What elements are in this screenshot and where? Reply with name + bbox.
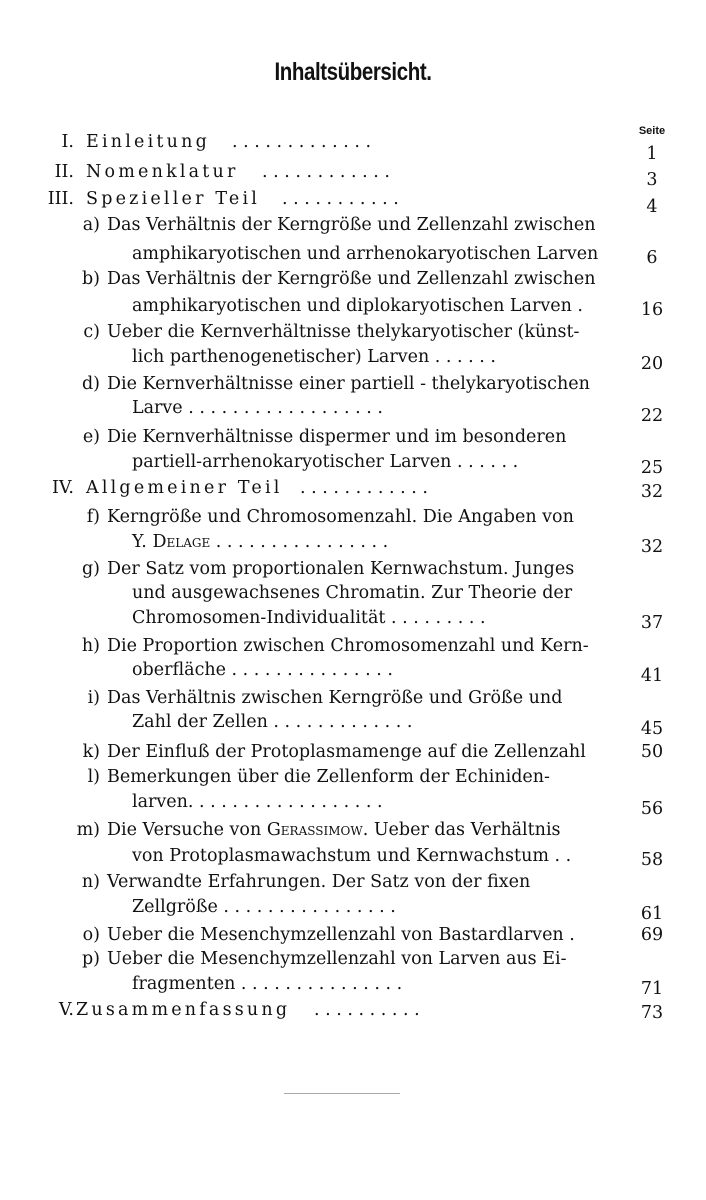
entry-number: IV. bbox=[51, 478, 74, 498]
entry-letter: c) bbox=[83, 322, 100, 342]
entry-letter: m) bbox=[76, 820, 100, 840]
entry-title: Einleitung bbox=[86, 132, 210, 152]
page-number: 41 bbox=[640, 666, 664, 686]
page-number: 32 bbox=[640, 482, 664, 502]
entry-line: Verwandte Erfahrungen. Der Satz von der fixen bbox=[107, 872, 531, 892]
page-number: 73 bbox=[640, 1003, 664, 1023]
entry-line: lich parthenogenetischer) Larven . . . . . . bbox=[132, 347, 496, 367]
entry-line: partiell-arrhenokaryotischer Larven . . . . . . bbox=[132, 452, 519, 472]
page-number: 50 bbox=[640, 742, 664, 762]
entry-line: Der Einfluß der Protoplasmamenge auf die Zellenzahl bbox=[107, 742, 586, 762]
entry-letter: p) bbox=[81, 949, 100, 969]
entry-letter: g) bbox=[81, 559, 100, 579]
page-number: 6 bbox=[646, 248, 658, 268]
page-number: 69 bbox=[640, 925, 664, 945]
leader-dots: . . . . . . . . . . bbox=[314, 1000, 420, 1020]
entry-letter: h) bbox=[81, 636, 100, 656]
entry-line: Ueber die Mesenchymzellenzahl von Bastardlarven . bbox=[107, 925, 575, 945]
entry-letter: e) bbox=[82, 427, 100, 447]
entry-number: I. bbox=[61, 132, 74, 152]
entry-line: Die Proportion zwischen Chromosomenzahl und Kern- bbox=[107, 636, 589, 656]
page-number: 56 bbox=[640, 799, 664, 819]
page-title: Inhaltsübersicht. bbox=[274, 58, 432, 86]
author-name: Delage bbox=[152, 532, 211, 552]
page-number: 58 bbox=[640, 850, 664, 870]
page-number: 22 bbox=[640, 406, 664, 426]
entry-line: Die Kernverhältnisse dispermer und im besonderen bbox=[107, 427, 567, 447]
entry-letter: n) bbox=[81, 872, 100, 892]
entry-letter: i) bbox=[87, 688, 100, 708]
entry-line: Y. Delage . . . . . . . . . . . . . . . . bbox=[132, 532, 389, 552]
entry-letter: b) bbox=[81, 269, 100, 289]
leader-dots: . . . . . . . . . . . . bbox=[300, 478, 428, 498]
entry-title: Spezieller Teil bbox=[86, 189, 261, 209]
page-number: 3 bbox=[646, 170, 658, 190]
leader-dots: . . . . . . . . . . . . bbox=[262, 162, 390, 182]
page-number: 32 bbox=[640, 537, 664, 557]
entry-line: Kerngröße und Chromosomenzahl. Die Angaben von bbox=[107, 507, 574, 527]
entry-number: V. bbox=[58, 1000, 74, 1020]
entry-number: III. bbox=[47, 189, 74, 209]
page-number: 71 bbox=[640, 979, 664, 999]
entry-line: Die Kernverhältnisse einer partiell - thelykaryotischen bbox=[107, 374, 590, 394]
page-number: 45 bbox=[640, 719, 664, 739]
entry-line: oberfläche . . . . . . . . . . . . . . . bbox=[132, 660, 393, 680]
leader-dots: . . . . . . . . . . . . . bbox=[232, 132, 372, 152]
entry-line: Das Verhältnis der Kerngröße und Zellenzahl zwischen bbox=[107, 269, 596, 289]
entry-line: Der Satz vom proportionalen Kernwachstum. Junges bbox=[107, 559, 575, 579]
page-number: 61 bbox=[640, 904, 664, 924]
entry-title: Nomenklatur bbox=[86, 162, 239, 182]
entry-line: Chromosomen-Individualität . . . . . . . . . bbox=[132, 608, 486, 628]
entry-line: Zahl der Zellen . . . . . . . . . . . . . bbox=[132, 712, 413, 732]
entry-line: Zellgröße . . . . . . . . . . . . . . . . bbox=[132, 897, 396, 917]
page-number: 1 bbox=[646, 144, 658, 164]
entry-letter: k) bbox=[82, 742, 100, 762]
entry-title: Zusammenfassung bbox=[76, 1000, 291, 1020]
entry-letter: o) bbox=[82, 925, 100, 945]
entry-letter: f) bbox=[86, 507, 100, 527]
entry-line: Ueber die Kernverhältnisse thelykaryotischer (künst- bbox=[107, 322, 580, 342]
entry-line: Larve . . . . . . . . . . . . . . . . . . bbox=[132, 398, 383, 418]
leader-dots: . . . . . . . . . . . bbox=[282, 189, 399, 209]
page-number: 16 bbox=[640, 300, 664, 320]
page-column-label: Seite bbox=[638, 125, 666, 137]
entry-line: larven. . . . . . . . . . . . . . . . . . bbox=[132, 792, 383, 812]
entry-title: Allgemeiner Teil bbox=[86, 478, 283, 498]
entry-line: von Protoplasmawachstum und Kernwachstum . . bbox=[132, 846, 572, 866]
entry-line: Ueber die Mesenchymzellenzahl von Larven aus Ei- bbox=[107, 949, 567, 969]
author-name: Gerassimow bbox=[266, 820, 363, 840]
page-number: 25 bbox=[640, 458, 664, 478]
entry-line: Das Verhältnis der Kerngröße und Zellenzahl zwischen bbox=[107, 215, 596, 235]
entry-line: amphikaryotischen und diplokaryotischen Larven . bbox=[132, 296, 583, 316]
closing-rule bbox=[284, 1093, 400, 1094]
entry-line: Das Verhältnis zwischen Kerngröße und Größe und bbox=[107, 688, 563, 708]
entry-line: fragmenten . . . . . . . . . . . . . . . bbox=[132, 974, 403, 994]
entry-letter: l) bbox=[87, 767, 100, 787]
page-number: 4 bbox=[646, 197, 658, 217]
entry-line: Die Versuche von Gerassimow. Ueber das Verhältnis bbox=[107, 820, 561, 840]
page-number: 37 bbox=[640, 613, 664, 633]
entry-line: und ausgewachsenes Chromatin. Zur Theorie der bbox=[132, 583, 573, 603]
entry-number: II. bbox=[54, 162, 74, 182]
entry-letter: d) bbox=[81, 374, 100, 394]
entry-letter: a) bbox=[82, 215, 100, 235]
page-number: 20 bbox=[640, 354, 664, 374]
entry-line: Bemerkungen über die Zellenform der Echiniden- bbox=[107, 767, 550, 787]
entry-line: amphikaryotischen und arrhenokaryotischen Larven bbox=[132, 244, 599, 264]
